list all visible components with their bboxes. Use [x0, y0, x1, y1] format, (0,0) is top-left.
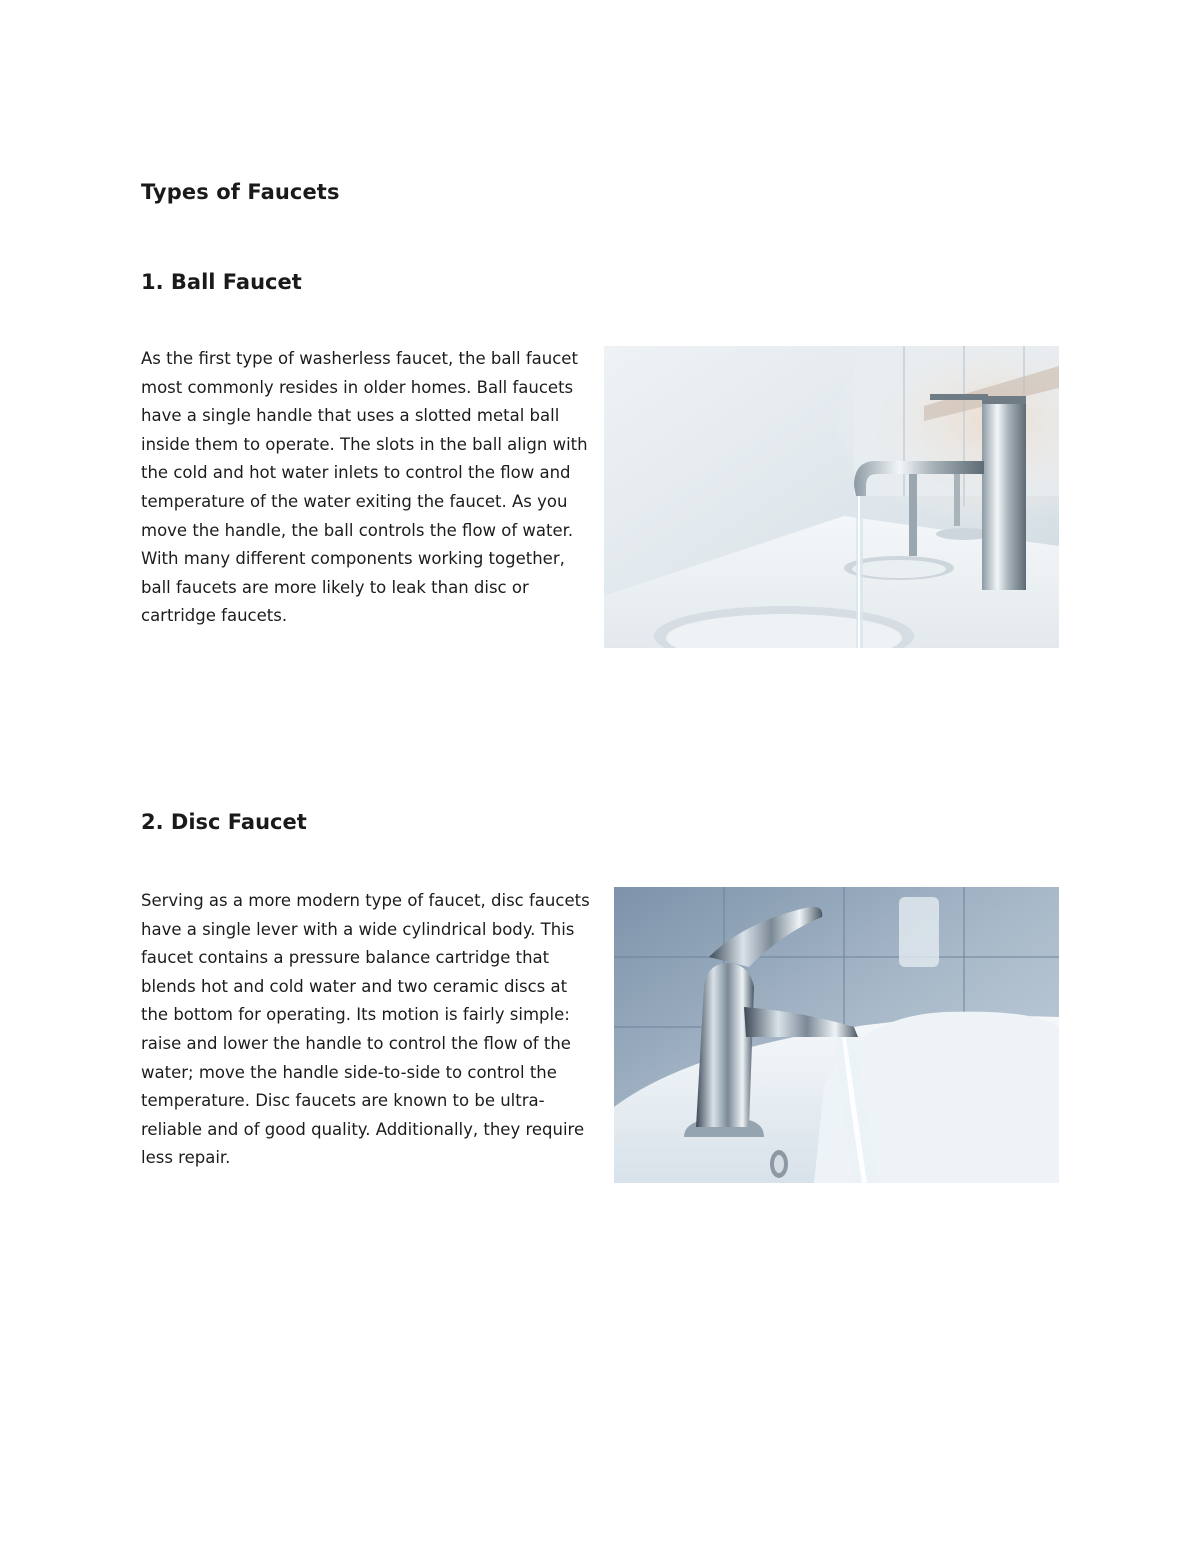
ball-faucet-paragraph: As the first type of washerless faucet, the ball faucet most commonly resides in older homes. Ball faucets have a single handle that uses a slotted metal ball inside them to operate. The slots in the ball align with the cold and hot water inlets to control the flow and temperature of the water exiting the faucet. As you move the handle, the ball controls the flow of water. With many different components working together, ball faucets are more likely to leak than disc or cartridge faucets.: [141, 349, 588, 626]
ball-faucet-photo: [604, 346, 1059, 648]
disc-faucet-photo: [614, 887, 1059, 1183]
section-heading-ball-faucet: 1. Ball Faucet: [141, 270, 302, 294]
disc-faucet-paragraph: Serving as a more modern type of faucet, disc faucets have a single lever with a wide cylindrical body. This faucet contains a pressure balance cartridge that blends hot and cold water and two ceramic discs at the bottom for operating. Its motion is fairly simple: raise and lower the handle to control the flow of the water; move the handle side-to-side to control the temperature. Disc faucets are known to be ultra-reliable and of good quality. Additionally, they require less repair.: [141, 891, 590, 1168]
page-title: Types of Faucets: [141, 180, 340, 204]
section-heading-disc-faucet: 2. Disc Faucet: [141, 810, 307, 834]
